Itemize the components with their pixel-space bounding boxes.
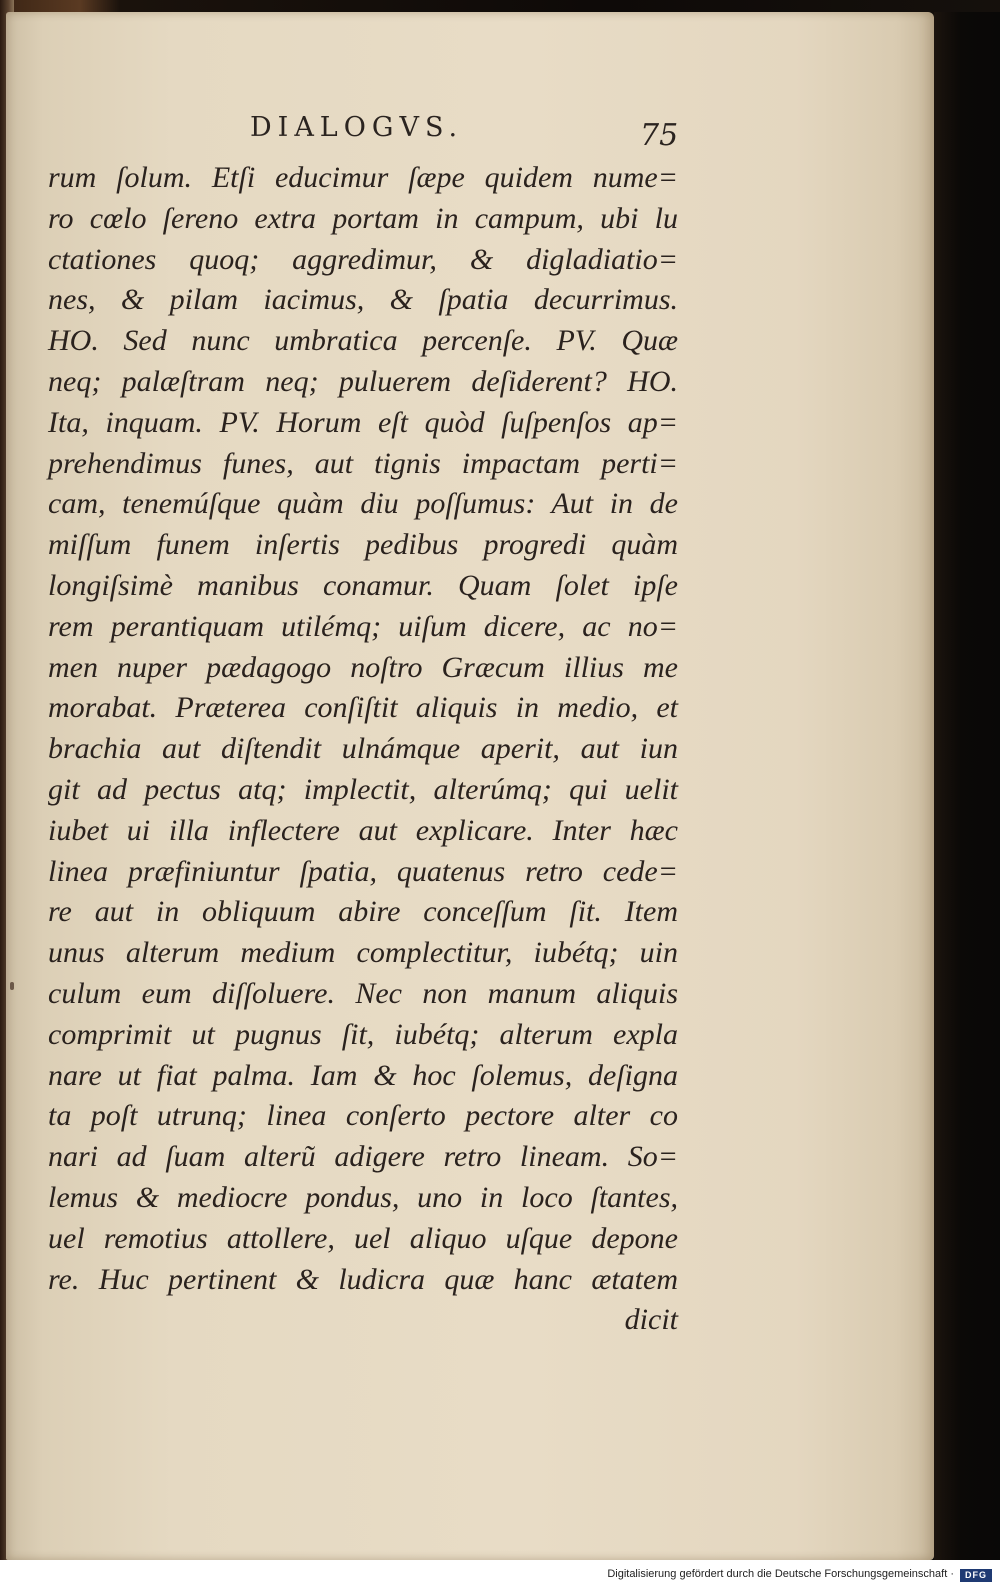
text-line: iubet ui illa inflectere aut explicare. Inter hæc [48,813,678,847]
text-line: cam, tenemúſque quàm diu poſſumus: Aut in de [48,487,678,521]
text-line: ro cœlo ſereno extra portam in campum, ubi lu [48,201,678,235]
text-line: rem perantiquam utilémq; uiſum dicere, ac no= [48,609,678,643]
text-line: lemus & mediocre pondus, uno in loco ſtantes, [48,1180,678,1214]
scan-background-right [934,12,1000,1560]
text-line: nes, & pilam iacimus, & ſpatia decurrimus. [48,283,678,317]
running-head: DIALOGVS. [250,112,464,143]
text-line: HO. Sed nunc umbratica percenſe. PV. Quæ [48,324,678,358]
text-line: re. Huc pertinent & ludicra quæ hanc ætatem [48,1262,678,1296]
text-line: men nuper pædagogo noſtro Græcum illius me [48,650,678,684]
text-line: linea præfiniuntur ſpatia, quatenus retro cede= [48,854,678,888]
text-line: nari ad ſuam alterũ adigere retro lineam. So= [48,1140,678,1174]
text-line: Ita, inquam. PV. Horum eſt quòd ſuſpenſos ap= [48,405,678,439]
text-line: longiſsimè manibus conamur. Quam ſolet ipſe [48,568,678,602]
page-number: 75 [640,118,679,153]
text-line: ta poſt utrunq; linea conſerto pectore alter co [48,1099,678,1133]
paper-speck [10,982,14,990]
text-line: miſſum funem inſertis pedibus progredi quàm [48,528,678,562]
funding-credit: Digitalisierung gefördert durch die Deutsche Forschungsgemeinschaft · [607,1568,954,1580]
dfg-logo: DFG [960,1569,992,1582]
text-line: morabat. Præterea conſiſtit aliquis in medio, et [48,691,678,725]
text-line: ctationes quoq; aggredimur, & digladiatio= [48,242,678,276]
text-line: uel remotius attollere, uel aliquo uſque depone [48,1221,678,1255]
text-block [48,158,678,1341]
text-line: re aut in obliquum abire conceſſum ſit. Item [48,895,678,929]
text-line: prehendimus funes, aut tignis impactam perti= [48,446,678,480]
text-line: rum ſolum. Etſi educimur ſæpe quidem nume= [48,161,678,194]
text-line: nare ut fiat palma. Iam & hoc ſolemus, deſigna [48,1058,678,1092]
text-line: git ad pectus atq; implectit, alterúmq; qui uelit [48,772,678,806]
text-line: comprimit ut pugnus ſit, iubétq; alterum expla [48,1017,678,1051]
text-line: brachia aut diſtendit ulnámque aperit, aut iun [48,732,678,766]
text-line: culum eum diſſoluere. Nec non manum aliquis [48,976,678,1010]
text-line: neq; palæſtram neq; puluerem deſiderent? HO. [48,364,678,398]
text-line: unus alterum medium complectitur, iubétq; uin [48,936,678,970]
catchword: dicit [624,1303,678,1337]
